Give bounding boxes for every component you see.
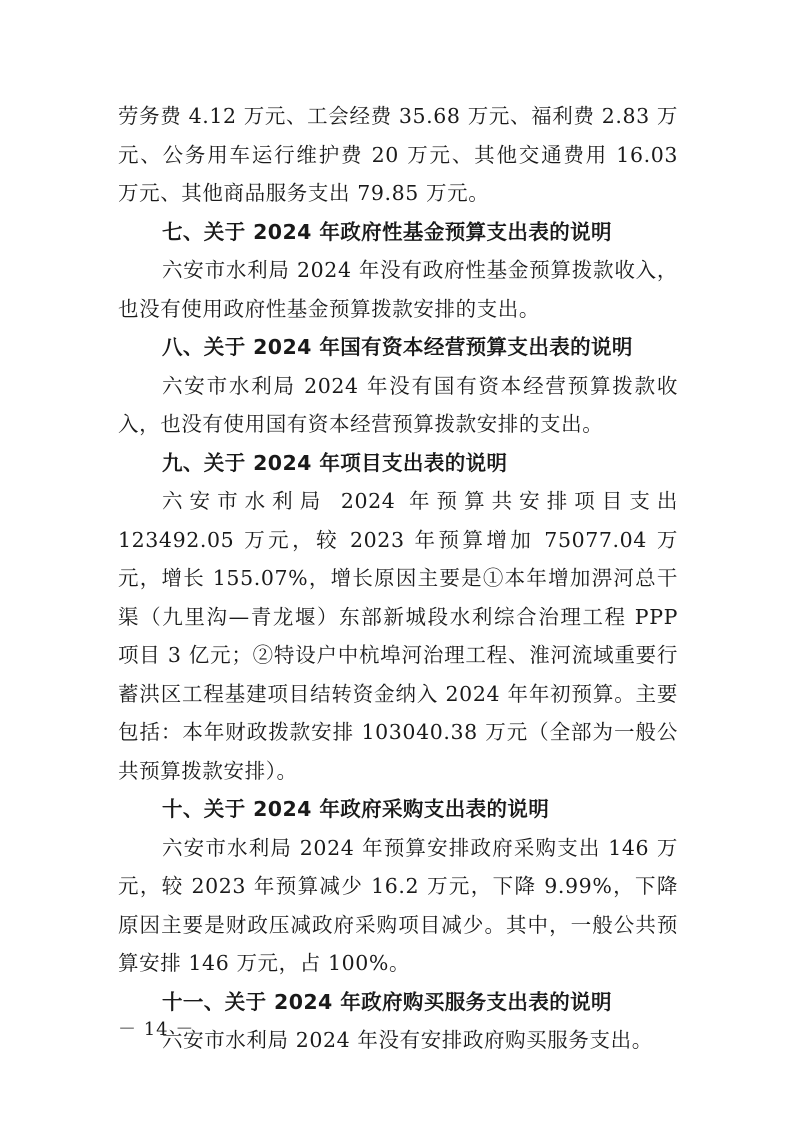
section-heading-9: 九、关于 2024 年项目支出表的说明	[162, 450, 508, 475]
section-heading-7: 七、关于 2024 年政府性基金预算支出表的说明	[162, 219, 612, 244]
section-heading-10: 十、关于 2024 年政府采购支出表的说明	[162, 797, 550, 821]
section-heading-11: 十一、关于 2024 年政府购买服务支出表的说明	[162, 989, 612, 1014]
section-body-9: 六安市水利局 2024 年预算共安排项目支出 123492.05 万元，较 2023 年预算增加 75077.04 万元，增长 155.07%，增长原因主要是①本年增加淠河总干渠（九里沟—青龙堰）东部新城段水利综合治理工程 PPP 项目 3 亿元；②特设户中杭埠河治理工程、淮河流域重要行蓄洪区工程基建项目结转资金纳入 2024 年年初预算。主要包括：本年财政拨款安排 103040.38 万元（全部为一般公共预算拨款安排）。	[118, 489, 678, 783]
continuation-paragraph: 劳务费 4.12 万元、工会经费 35.68 万元、福利费 2.83 万元、公务用车运行维护费 20 万元、其他交通费用 16.03 万元、其他商品服务支出 79.85 万元。	[118, 104, 678, 205]
section-body-8: 六安市水利局 2024 年没有国有资本经营预算拨款收入，也没有使用国有资本经营预算拨款安排的支出。	[118, 373, 678, 436]
section-heading-8: 八、关于 2024 年国有资本经营预算支出表的说明	[162, 335, 633, 359]
page-number: － 14 －	[118, 1019, 195, 1040]
section-body-10: 六安市水利局 2024 年预算安排政府采购支出 146 万元，较 2023 年预算减少 16.2 万元，下降 9.99%，下降原因主要是财政压减政府采购项目减少。其中，一般公共预算安排 146 万元，占 100%。	[118, 835, 678, 975]
document-body	[118, 97, 678, 1060]
section-body-11: 六安市水利局 2024 年没有安排政府购买服务支出。	[162, 1028, 653, 1052]
section-body-7: 六安市水利局 2024 年没有政府性基金预算拨款收入，也没有使用政府性基金预算拨款安排的支出。	[118, 258, 678, 321]
